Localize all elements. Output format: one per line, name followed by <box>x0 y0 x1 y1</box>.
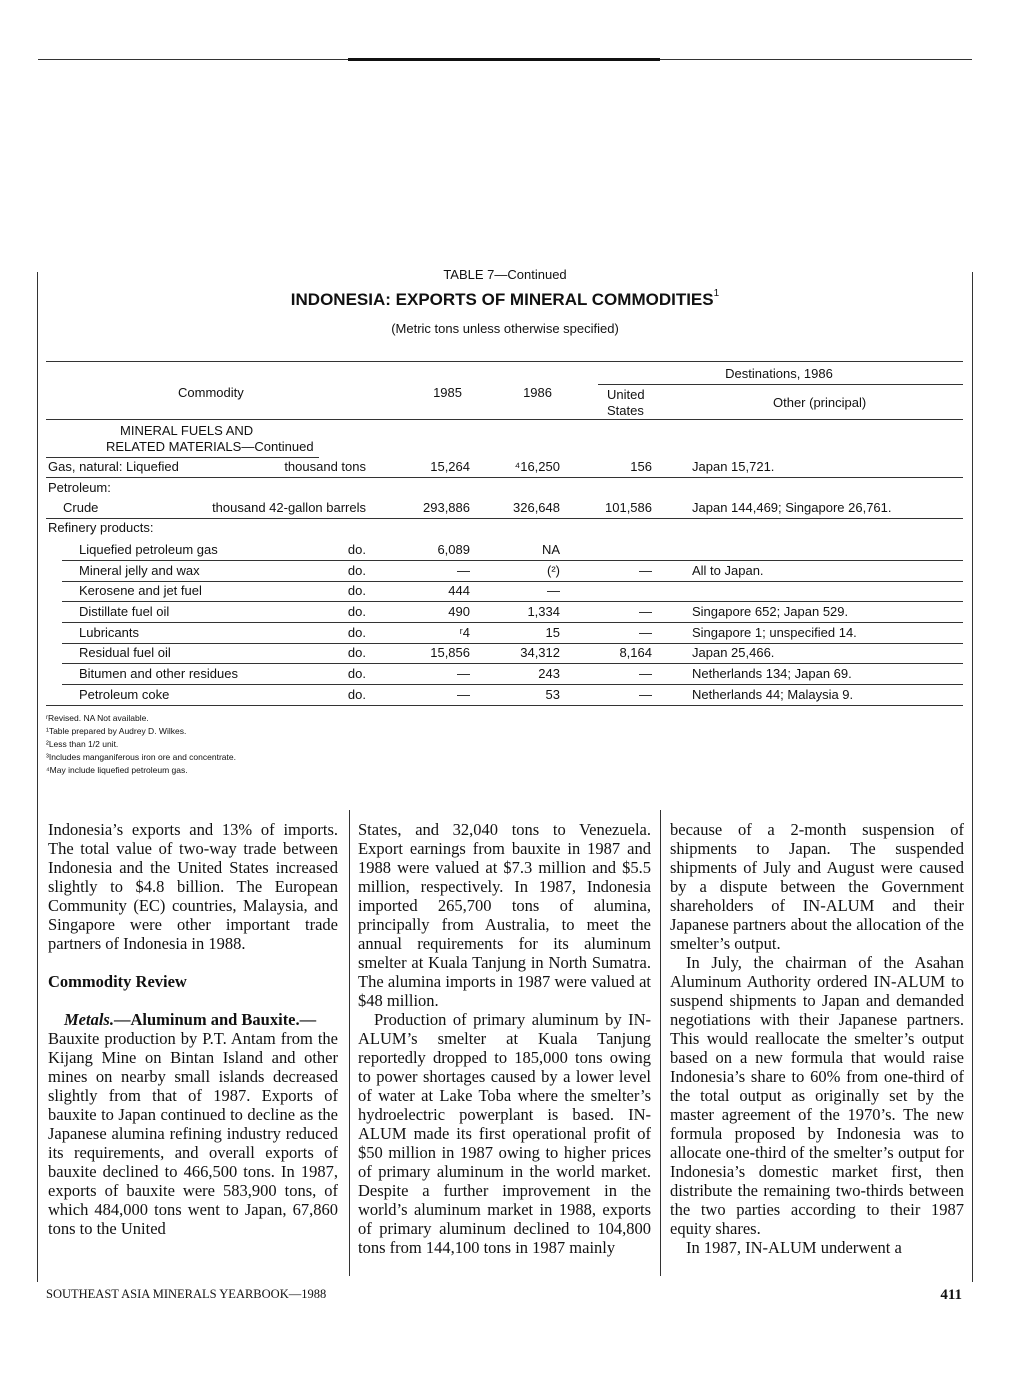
cell-other: Netherlands 44; Malaysia 9. <box>692 687 854 702</box>
cell-1985: — <box>457 666 470 681</box>
cell-1985: — <box>457 687 470 702</box>
cell-commodity: Liquefied petroleum gas <box>79 542 218 557</box>
row-rule <box>62 663 963 664</box>
cell-united-states: 156 <box>630 459 652 474</box>
page-number: 411 <box>940 1287 962 1303</box>
cell-1986: (²) <box>547 563 560 578</box>
table-subtitle: (Metric tons unless otherwise specified) <box>391 321 619 336</box>
right-margin-rule <box>972 272 973 1282</box>
cell-commodity: Gas, natural: Liquefied <box>48 459 179 474</box>
paragraph: In 1987, IN-ALUM underwent a <box>686 1238 902 1257</box>
cell-other: Singapore 652; Japan 529. <box>692 604 849 619</box>
row-rule <box>46 477 963 478</box>
cell-commodity: Crude <box>63 500 99 515</box>
cell-1985: 293,886 <box>423 500 470 515</box>
cell-united-states: — <box>639 687 652 702</box>
cell-commodity: Bitumen and other residues <box>79 666 238 681</box>
cell-commodity: Residual fuel oil <box>79 645 171 660</box>
header-commodity: Commodity <box>178 385 244 400</box>
paragraph: Indonesia’s exports and 13% of imports. The total value of two-way trade between Indonesia and the United States increased slightly to $4.8 billion. The European Community (EC) countries, Malaysia, and Singapore were other important trade partners of Indonesia in 1988. <box>48 820 338 953</box>
top-rule-bar <box>348 58 660 61</box>
cell-1985: — <box>457 563 470 578</box>
row-rule <box>62 581 963 582</box>
cell-other: All to Japan. <box>692 563 764 578</box>
footnote: ⁴May include liquefied petroleum gas. <box>46 765 188 775</box>
cell-unit: thousand tons <box>284 459 366 474</box>
cell-unit: do. <box>347 604 366 619</box>
cell-united-states: — <box>639 604 652 619</box>
cell-unit: do. <box>347 583 366 598</box>
cell-1986: 53 <box>545 687 560 702</box>
cell-united-states: — <box>639 563 652 578</box>
text-column-2 <box>358 820 651 1257</box>
footnote: ʳRevised. NA Not available. <box>46 713 149 723</box>
cell-unit: do. <box>347 542 366 557</box>
running-footer: SOUTHEAST ASIA MINERALS YEARBOOK—1988 <box>46 1287 327 1301</box>
cell-commodity: Mineral jelly and wax <box>79 563 200 578</box>
cell-1986: 326,648 <box>513 500 560 515</box>
subheading: Metals.—Aluminum and Bauxite.— <box>64 1010 317 1029</box>
cell-1985: 444 <box>448 583 470 598</box>
cell-1985: 15,856 <box>430 645 470 660</box>
cell-1986: 1,334 <box>527 604 560 619</box>
table-rule-bottom <box>46 705 963 706</box>
cell-commodity: Distillate fuel oil <box>79 604 170 619</box>
cell-commodity: Petroleum coke <box>79 687 170 702</box>
row-rule <box>62 643 963 644</box>
cell-1986: NA <box>541 542 560 557</box>
cell-1985: 6,089 <box>437 542 470 557</box>
cell-commodity: Lubricants <box>79 625 139 640</box>
paragraph: Production of primary aluminum by IN-ALUM’s smelter at Kuala Tanjung reportedly dropped to 185,000 tons owing to power shortages caused by a lower level of water at Lake Toba where the smelter’s hydroelectric powerplant is based. IN-ALUM made its first operational profit of $50 million in 1987 owing to higher prices of primary aluminum in the world market. Despite a further improvement in the world’s aluminum market in 1988, exports of primary aluminum declined to 104,800 tons from 144,100 tons in 1987 mainly <box>358 1010 651 1257</box>
cell-other: Japan 25,466. <box>692 645 775 660</box>
cell-1986: ⁴16,250 <box>514 459 560 474</box>
cell-united-states: — <box>639 666 652 681</box>
cell-unit: do. <box>347 625 366 640</box>
cell-unit: do. <box>347 563 366 578</box>
cell-1986: — <box>547 583 560 598</box>
paragraph: because of a 2-month suspension of shipments to Japan. The suspended shipments of July and August were caused by a dispute between the Government shareholders of IN-ALUM and their Japanese partners about the allocation of the smelter’s output. <box>670 820 964 953</box>
footnote: ¹Table prepared by Audrey D. Wilkes. <box>46 726 187 736</box>
row-rule <box>62 601 963 602</box>
cell-1986: 243 <box>538 666 560 681</box>
cell-commodity: Refinery products: <box>48 520 154 535</box>
cell-commodity: Petroleum: <box>48 480 111 495</box>
header-1986: 1986 <box>523 385 552 400</box>
column-separator <box>349 810 350 1276</box>
left-margin-rule <box>37 272 38 1282</box>
table-rule-top <box>46 361 963 362</box>
text-column-3 <box>670 820 964 1257</box>
cell-unit: do. <box>347 645 366 660</box>
cell-united-states: 8,164 <box>619 645 652 660</box>
cell-1985: ʳ4 <box>459 625 470 640</box>
section-heading: Commodity Review <box>48 972 187 991</box>
cell-other: Japan 15,721. <box>692 459 775 474</box>
cell-commodity: Kerosene and jet fuel <box>79 583 202 598</box>
cell-1985: 15,264 <box>430 459 470 474</box>
paragraph: States, and 32,040 tons to Venezuela. Export earnings from bauxite in 1987 and 1988 were valued at $7.3 million and $5.5 million, respectively. In 1987, Indonesia imported 265,700 tons of alumina, principally from Australia, to meet the annual requirements for its aluminum smelter at Kuala Tanjung in North Sumatra. The alumina imports in 1987 were valued at $48 million. <box>358 820 651 1010</box>
cell-1986: 34,312 <box>520 645 560 660</box>
cell-1985: 490 <box>448 604 470 619</box>
cell-unit: do. <box>347 687 366 702</box>
cell-united-states: — <box>639 625 652 640</box>
header-other: Other (principal) <box>773 395 867 410</box>
footnote: ³Includes manganiferous iron ore and concentrate. <box>46 752 236 762</box>
paragraph: Bauxite production by P.T. Antam from the Kijang Mine on Bintan Island and other mines on nearby small islands decreased slightly from that of 1987. Exports of bauxite to Japan continued to decline as the Japanese alumina refining industry reduced its requirements, and overall exports of bauxite declined to 466,500 tons. In 1987, exports of bauxite were 583,900 tons, of which 484,000 tons went to Japan, 67,860 tons to the United <box>48 1029 338 1238</box>
cell-unit: do. <box>347 666 366 681</box>
column-separator <box>660 810 661 1276</box>
cell-other: Singapore 1; unspecified 14. <box>692 625 857 640</box>
row-rule <box>46 518 963 519</box>
footnote: ²Less than 1/2 unit. <box>46 739 119 749</box>
row-rule <box>62 622 963 623</box>
table-label: TABLE 7—Continued <box>443 267 567 282</box>
destinations-rule <box>598 384 963 385</box>
row-rule <box>62 684 963 685</box>
section-rule <box>46 457 319 458</box>
table-rule-header <box>46 419 963 420</box>
section-heading-1: MINERAL FUELS AND <box>120 423 254 438</box>
row-rule <box>62 560 963 561</box>
header-1985: 1985 <box>433 385 462 400</box>
header-destinations: Destinations, 1986 <box>725 366 833 381</box>
cell-other: Japan 144,469; Singapore 26,761. <box>692 500 892 515</box>
cell-united-states: 101,586 <box>605 500 652 515</box>
cell-1986: 15 <box>545 625 560 640</box>
header-us-1: United <box>607 387 645 402</box>
header-us-2: States <box>607 403 644 418</box>
table-title: INDONESIA: EXPORTS OF MINERAL COMMODITIES$^1$ <box>290 288 720 309</box>
text-column-1 <box>48 820 338 1238</box>
cell-unit: thousand 42-gallon barrels <box>212 500 366 515</box>
section-heading-2: RELATED MATERIALS—Continued <box>106 439 314 454</box>
cell-other: Netherlands 134; Japan 69. <box>692 666 852 681</box>
paragraph: In July, the chairman of the Asahan Aluminum Authority ordered IN-ALUM to suspend shipments to Japan and demanded negotiations with their Japanese partners. This would reallocate the smelter’s output based on a new formula that would raise Indonesia’s share to 60% from one-third of the total output as originally set by the master agreement of the 1970’s. The new formula proposed by Indonesia was to allocate one-third of the smelter’s output for Indonesia’s domestic market first, then distribute the remaining two-thirds between the two parties according to their 1987 equity shares. <box>670 953 964 1238</box>
